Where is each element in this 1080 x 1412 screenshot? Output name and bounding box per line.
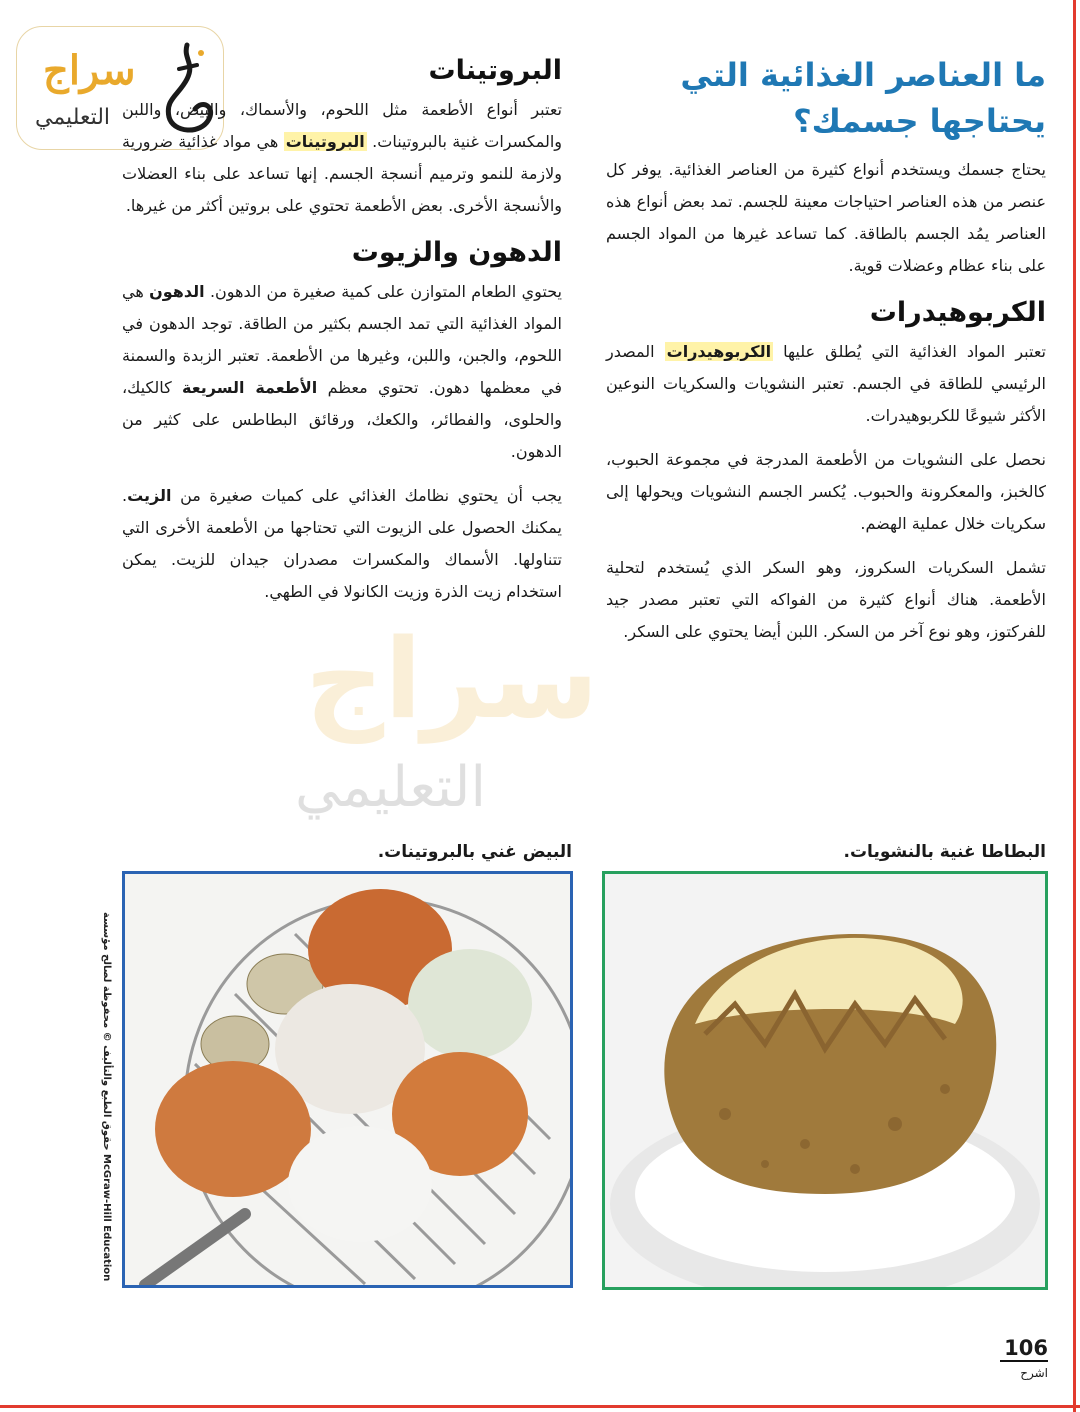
- oils-p-before: يجب أن يحتوي نظامك الغذائي على كميات صغيرة من: [180, 486, 562, 505]
- page-bottom-rule: [0, 1405, 1080, 1408]
- proteins-paragraph: [122, 94, 562, 222]
- copyright-text: حقوق الطبع والتأليف © محفوظة لصالح مؤسسة McGraw-Hill Education: [101, 912, 112, 1282]
- copyright-credit: [98, 912, 114, 1328]
- oils-p-after: . يمكنك الحصول على الزيوت التي تحتاجها من الأطعمة الأخرى التي تتناولها. الأسماك والمكسرات مصدران جيدان للزيت. يمكن استخدام زيت الذرة وزيت الكانولا في الطهي.: [122, 486, 562, 601]
- intro-paragraph: يحتاج جسمك ويستخدم أنواع كثيرة من العناصر الغذائية. يوفر كل عنصر من هذه العناصر احتياجات معينة للجسم. تمد بعض أنواع هذه العناصر يمُد الجسم بالطاقة. كما تساعد غيرها من المواد الجسم على بناء عظام وعضلات قوية.: [606, 160, 1046, 275]
- page-number: 106: [1000, 1336, 1048, 1362]
- watermark-subtitle: التعليمي: [295, 755, 487, 820]
- fats-heading: الدهون والزيوت: [351, 237, 562, 268]
- left-column: [122, 52, 562, 620]
- page-section-label: اشرح: [1020, 1366, 1048, 1380]
- potato-illustration: [605, 874, 1045, 1287]
- proteins-p1-after: هي مواد غذائية ضرورية ولازمة للنمو وترميم أنسجة الجسم. إنها تساعد على بناء العضلات والأنسجة الأخرى. بعض الأطعمة تحتوي على بروتين أكثر من غيرها.: [122, 132, 562, 215]
- proteins-p1-before: تعتبر أنواع الأطعمة مثل اللحوم، والأسماك، والبيض، واللبن والمكسرات غنية بالبروتينات.: [122, 100, 563, 151]
- page-edge-rule: [1073, 0, 1076, 1412]
- page-title: ما العناصر الغذائية التي يحتاجها جسمك؟: [680, 56, 1046, 140]
- carbs-paragraph-2: نحصل على النشويات من الأطعمة المدرجة في مجموعة الحبوب، كالخبز، والمعكرونة والحبوب. يُكسر الجسم النشويات ويحولها إلى سكريات خلال عملية الهضم.: [606, 450, 1046, 533]
- fats-paragraph: [122, 276, 562, 468]
- oils-paragraph: [122, 480, 562, 608]
- oils-term: الزيت: [127, 486, 172, 505]
- proteins-term: البروتينات: [285, 132, 365, 151]
- carbs-heading: الكربوهيدرات: [869, 297, 1046, 328]
- carbs-paragraph-3: تشمل السكريات السكروز، وهو السكر الذي يُستخدم لتحلية الأطعمة. هناك أنواع كثيرة من الفواكه التي تعتبر مصدر جيد للفركتوز، وهو نوع آخر من السكر. اللبن أيضا يحتوي على السكر.: [606, 558, 1046, 641]
- fast-food-term: الأطعمة السريعة: [182, 378, 318, 397]
- fats-term: الدهون: [149, 282, 205, 301]
- carbs-term: الكربوهيدرات: [666, 342, 772, 361]
- carbs-p1-before: تعتبر المواد الغذائية التي يُطلق عليها: [783, 342, 1046, 361]
- fats-p1-a: يحتوي الطعام المتوازن على كمية صغيرة من الدهون.: [209, 282, 562, 301]
- fats-p1-c: كالكيك، والحلوى، والفطائر، والكعك، ورقائق البطاطس على كثير من الدهون.: [122, 378, 562, 461]
- eggs-photo: [122, 871, 573, 1288]
- carbs-paragraph-1: [606, 336, 1046, 432]
- fats-p1-b: هي المواد الغذائية التي تمد الجسم بكثير من الطاقة. توجد الدهون في اللحوم، والجبن، واللبن، وغيرها من الأطعمة. تعتبر الزبدة والسمنة في معظمها دهون. تحتوي معظم: [122, 282, 562, 397]
- watermark-word: سراج: [305, 615, 599, 743]
- proteins-heading: البروتينات: [428, 55, 562, 86]
- potato-photo: [602, 871, 1048, 1290]
- carbs-p1-after: المصدر الرئيسي للطاقة في الجسم. تعتبر النشويات والسكريات النوعين الأكثر شيوعًا للكربوهيدرات.: [606, 342, 1046, 425]
- eggs-caption: البيض غني بالبروتينات.: [377, 842, 572, 862]
- logo-subtitle: التعليمي: [35, 105, 111, 130]
- potato-caption: البطاطا غنية بالنشويات.: [843, 842, 1046, 862]
- right-column: [606, 52, 1046, 660]
- logo-word: سراج: [43, 47, 136, 94]
- eggs-illustration: [125, 874, 570, 1285]
